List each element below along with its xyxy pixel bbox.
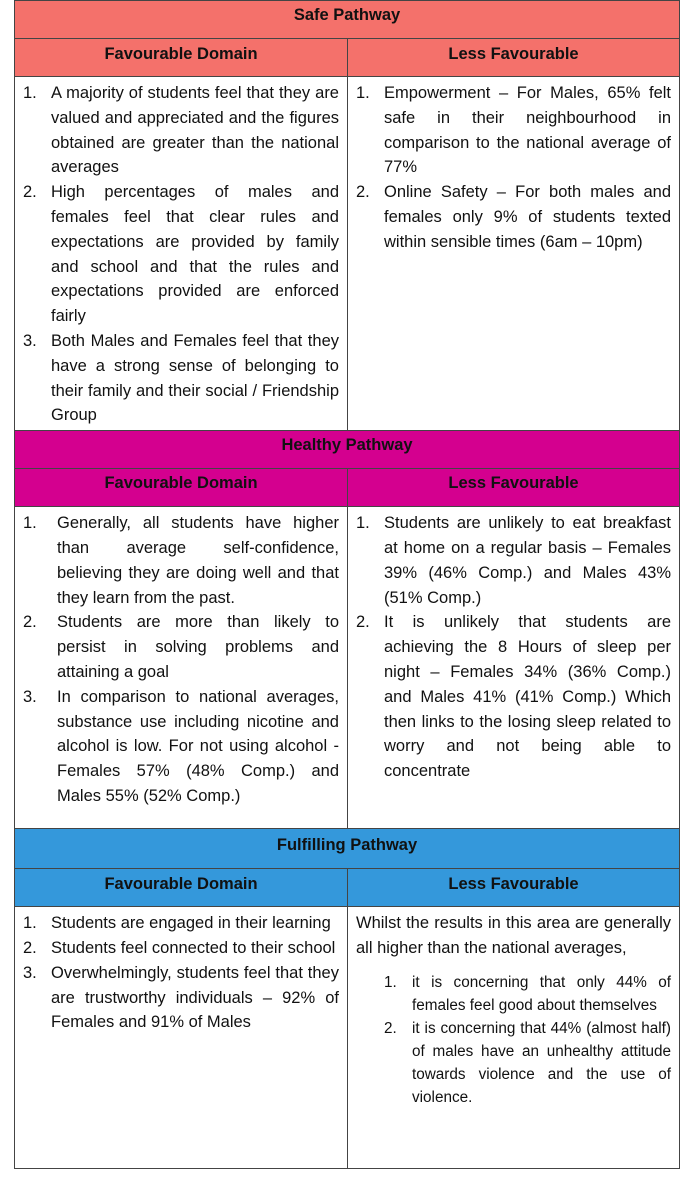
list-item-text: It is unlikely that students are achieving the 8 Hours of sleep per night – Females 34% (36% Comp.) and Males 41% (41% Comp.) Which then links to the losing sleep related to worry and not being able to concentrate <box>384 613 672 781</box>
safe-less-heading-cell <box>348 39 680 77</box>
safe-less-list <box>356 81 671 255</box>
list-item-text: Empowerment – For Males, 65% felt safe in their neighbourhood in comparison to the national average of 77% <box>384 84 672 177</box>
list-number: 2. <box>23 938 37 957</box>
healthy-less-heading-cell <box>348 469 680 507</box>
safe-pathway-title: Safe Pathway <box>293 6 401 24</box>
healthy-less-list <box>356 511 671 784</box>
list-number: 2. <box>384 1019 397 1037</box>
list-item <box>23 81 339 180</box>
list-item-text: In comparison to national averages, substance use including nicotine and alcohol is low. For not using alcohol - Females 57% (48% Comp.) and Males 55% (52% Comp.) <box>57 687 339 805</box>
safe-body-row <box>15 77 680 431</box>
list-item <box>23 911 339 936</box>
list-number: 2. <box>23 613 37 632</box>
list-item <box>23 685 339 809</box>
safe-favourable-heading-cell <box>15 39 348 77</box>
list-item <box>356 511 671 610</box>
list-number: 1. <box>23 914 37 933</box>
list-item <box>384 1017 671 1109</box>
list-item-text: it is concerning that only 44% of females feel good about themselves <box>412 973 672 1014</box>
pathways-document <box>14 0 679 1169</box>
healthy-pathway-title-cell <box>15 431 680 469</box>
list-item-text: Students are more than likely to persist in solving problems and attaining a goal <box>57 613 339 681</box>
healthy-less-heading: Less Favourable <box>448 474 579 493</box>
list-item-text: Students are unlikely to eat breakfast at home on a regular basis – Females 39% (46% Comp.) and Males 43% (51% Comp.) <box>384 514 672 607</box>
list-item <box>23 961 339 1035</box>
list-number: 3. <box>23 687 37 706</box>
healthy-less-cell <box>348 507 680 829</box>
list-item-text: Online Safety – For both males and females only 9% of students texted within sensible times (6am – 10pm) <box>384 183 672 251</box>
fulfilling-less-intro: Whilst the results in this area are generally all higher than the national averages, <box>356 914 672 957</box>
list-item <box>356 180 671 254</box>
healthy-favourable-cell <box>15 507 348 829</box>
healthy-pathway-header-row <box>15 431 680 469</box>
safe-pathway-header-row <box>15 1 680 39</box>
pathways-table <box>14 0 680 1169</box>
list-number: 1. <box>23 84 37 102</box>
list-item <box>23 936 339 961</box>
list-item-text: Generally, all students have higher than average self-confidence, believing they are doing well and that they learn from the past. <box>57 514 339 607</box>
fulfilling-less-cell <box>348 907 680 1169</box>
list-item-text: Overwhelmingly, students feel that they are trustworthy individuals – 92% of Females and 91% of Males <box>51 963 339 1032</box>
fulfilling-column-header-row <box>15 869 680 907</box>
fulfilling-favourable-heading: Favourable Domain <box>104 875 258 894</box>
list-item-text: High percentages of males and females feel that clear rules and expectations are provided by family and school and that the rules and expectations provided are enforced fairly <box>51 183 339 326</box>
fulfilling-less-heading: Less Favourable <box>448 875 579 894</box>
safe-less-cell <box>348 77 680 431</box>
list-number: 1. <box>356 84 370 102</box>
healthy-favourable-heading-cell <box>15 469 348 507</box>
list-item-text: Students are engaged in their learning <box>51 914 331 933</box>
healthy-favourable-heading: Favourable Domain <box>104 474 258 493</box>
safe-favourable-list <box>23 81 339 428</box>
list-item <box>23 511 339 610</box>
safe-less-heading: Less Favourable <box>448 45 579 63</box>
list-number: 2. <box>356 613 370 632</box>
fulfilling-less-list <box>384 971 671 1109</box>
fulfilling-pathway-title: Fulfilling Pathway <box>276 836 418 855</box>
safe-favourable-heading: Favourable Domain <box>104 45 258 63</box>
list-item <box>384 971 671 1017</box>
healthy-pathway-title: Healthy Pathway <box>281 436 413 455</box>
fulfilling-pathway-title-cell <box>15 829 680 869</box>
list-item-text: Students feel connected to their school <box>51 938 336 957</box>
fulfilling-favourable-list <box>23 911 339 1035</box>
fulfilling-favourable-heading-cell <box>15 869 348 907</box>
list-number: 1. <box>384 973 397 991</box>
fulfilling-pathway-header-row <box>15 829 680 869</box>
list-item <box>23 180 339 329</box>
list-item <box>356 81 671 180</box>
safe-favourable-cell <box>15 77 348 431</box>
list-item <box>23 610 339 684</box>
fulfilling-favourable-cell <box>15 907 348 1169</box>
list-number: 3. <box>23 963 37 982</box>
list-item-text: it is concerning that 44% (almost half) of males have an unhealthy attitude towards violence and the use of violence. <box>412 1019 672 1106</box>
safe-pathway-title-cell <box>15 1 680 39</box>
fulfilling-less-heading-cell <box>348 869 680 907</box>
list-item <box>356 610 671 784</box>
list-number: 2. <box>356 183 370 202</box>
list-number: 1. <box>23 514 37 533</box>
list-item <box>23 329 339 428</box>
healthy-favourable-list <box>23 511 339 809</box>
healthy-column-header-row <box>15 469 680 507</box>
list-item-text: A majority of students feel that they are valued and appreciated and the figures obtained are greater than the national averages <box>51 84 339 177</box>
list-number: 1. <box>356 514 370 533</box>
list-number: 3. <box>23 331 37 350</box>
list-number: 2. <box>23 183 37 202</box>
healthy-body-row <box>15 507 680 829</box>
safe-column-header-row <box>15 39 680 77</box>
list-item-text: Both Males and Females feel that they have a strong sense of belonging to their family and their social / Friendship Group <box>51 331 339 425</box>
fulfilling-body-row <box>15 907 680 1169</box>
